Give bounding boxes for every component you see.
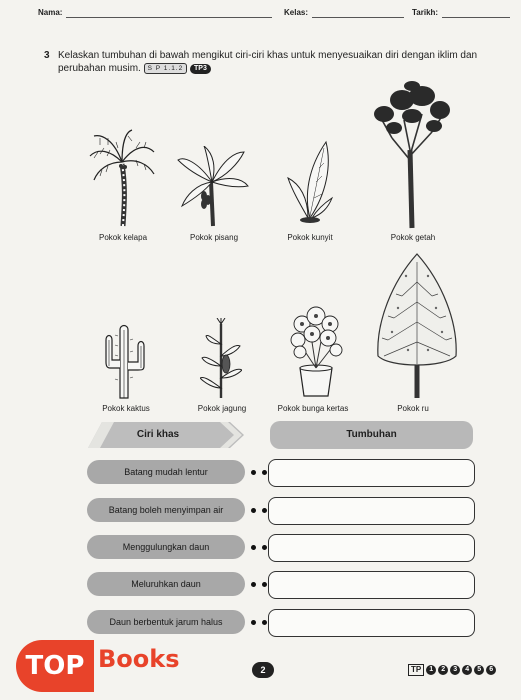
question-number: 3	[44, 50, 50, 61]
coconut-tree-icon	[88, 128, 158, 230]
nama-line	[66, 17, 272, 18]
tp-level-2: 2	[438, 665, 448, 675]
match-dot-left-1[interactable]	[251, 470, 256, 475]
ciri-khas-item-4: Meluruhkan daun	[87, 572, 245, 596]
match-dot-left-2[interactable]	[251, 508, 256, 513]
tp-level-bar	[408, 664, 496, 676]
match-dot-right-3[interactable]	[262, 545, 267, 550]
kelas-line	[312, 17, 404, 18]
answer-box-1[interactable]	[268, 459, 475, 487]
sp-badge: S P 1.1.2	[144, 63, 188, 74]
corn-plant-icon	[200, 318, 242, 400]
match-dot-right-1[interactable]	[262, 470, 267, 475]
banana-tree-icon	[176, 146, 250, 228]
match-dot-right-4[interactable]	[262, 582, 267, 587]
tp-level-6: 6	[486, 665, 496, 675]
page-number: 2	[252, 662, 274, 678]
tp-level-label: TP	[408, 664, 424, 676]
plant-label-kunyit: Pokok kunyit	[287, 233, 333, 242]
bougainvillea-pot-icon	[288, 306, 344, 398]
tp-badge: TP3	[190, 64, 211, 74]
ciri-khas-item-2: Batang boleh menyimpan air	[87, 498, 245, 522]
question-text	[58, 49, 503, 75]
answer-box-4[interactable]	[268, 571, 475, 599]
logo-top-text: TOP	[16, 640, 94, 692]
turmeric-plant-icon	[286, 138, 334, 224]
answer-box-2[interactable]	[268, 497, 475, 525]
plant-label-pisang: Pokok pisang	[189, 233, 239, 242]
topbooks-logo	[16, 640, 191, 692]
plant-label-ru: Pokok ru	[397, 404, 429, 413]
tarikh-label: Tarikh:	[412, 8, 439, 17]
ciri-khas-item-5: Daun berbentuk jarum halus	[87, 610, 245, 634]
kelas-label: Kelas:	[284, 8, 309, 17]
answer-box-3[interactable]	[268, 534, 475, 562]
tp-level-4: 4	[462, 665, 472, 675]
cactus-icon	[100, 322, 148, 400]
match-dot-left-4[interactable]	[251, 582, 256, 587]
answer-box-5[interactable]	[268, 609, 475, 637]
ciri-khas-header	[88, 422, 244, 448]
student-info-header	[0, 0, 521, 30]
tp-level-3: 3	[450, 665, 460, 675]
match-dot-right-2[interactable]	[262, 508, 267, 513]
match-dot-left-5[interactable]	[251, 620, 256, 625]
tarikh-line	[442, 17, 510, 18]
casuarina-tree-icon	[372, 252, 462, 400]
plant-label-jagung: Pokok jagung	[197, 404, 247, 413]
ciri-khas-item-1: Batang mudah lentur	[87, 460, 245, 484]
plant-label-kaktus: Pokok kaktus	[102, 404, 150, 413]
match-dot-right-5[interactable]	[262, 620, 267, 625]
match-dot-left-3[interactable]	[251, 545, 256, 550]
tumbuhan-header	[270, 421, 473, 449]
ciri-khas-item-3: Menggulungkan daun	[87, 535, 245, 559]
logo-books-text: Books	[98, 645, 180, 673]
tumbuhan-header-label: Tumbuhan	[346, 429, 397, 440]
rubber-tree-icon	[372, 80, 452, 230]
nama-label: Nama:	[38, 8, 63, 17]
tp-level-1: 1	[426, 665, 436, 675]
question-body: Kelaskan tumbuhan di bawah mengikut ciri-ciri khas untuk menyesuaikan diri dengan iklim dan perubahan musim.	[58, 50, 478, 74]
plant-label-bunga-kertas: Pokok bunga kertas	[277, 404, 349, 413]
tp-level-5: 5	[474, 665, 484, 675]
ciri-khas-header-label: Ciri khas	[136, 429, 180, 440]
plant-label-kelapa: Pokok kelapa	[98, 233, 148, 242]
plant-label-getah: Pokok getah	[390, 233, 436, 242]
